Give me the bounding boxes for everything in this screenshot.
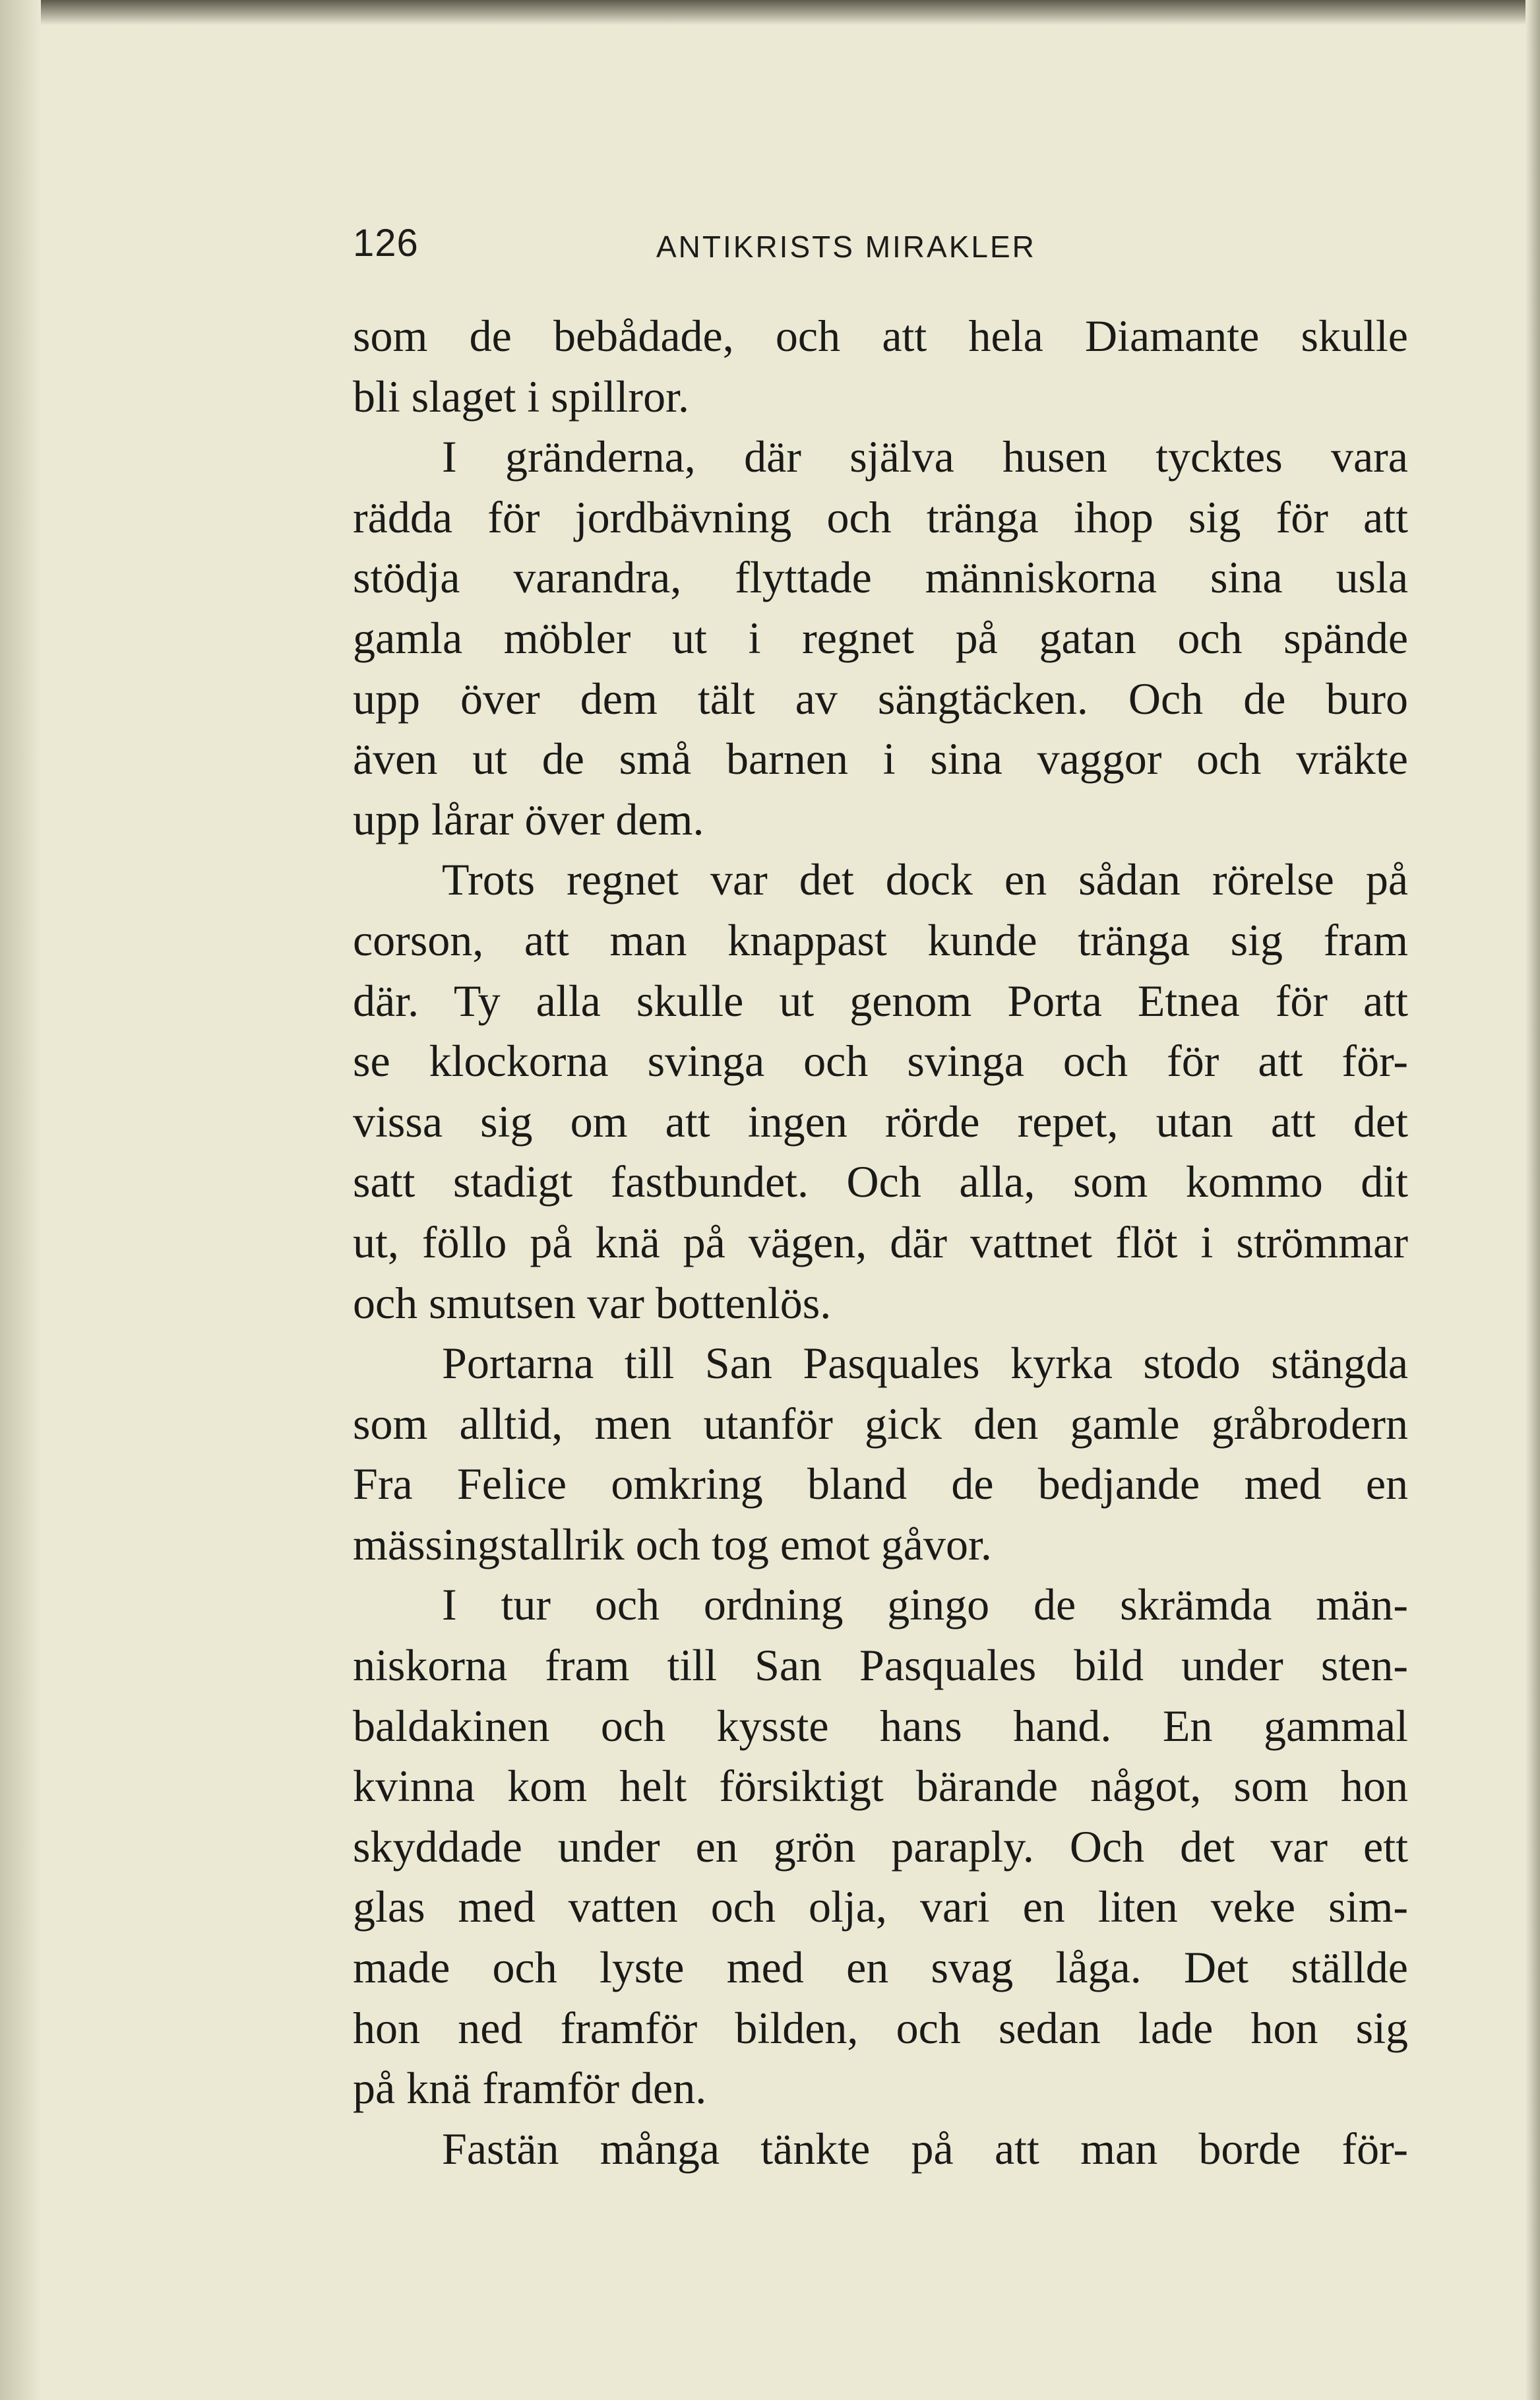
body-text	[353, 306, 1408, 2179]
text-line: vissa sig om att ingen rörde repet, utan att det	[353, 1096, 1408, 1147]
page-top-edge	[0, 0, 1540, 25]
text-line: skyddade under en grön paraply. Och det var ett	[353, 1821, 1408, 1872]
text-line: I gränderna, där själva husen tycktes vara	[442, 431, 1408, 482]
text-line: glas med vatten och olja, vari en liten veke sim-	[353, 1881, 1408, 1932]
text-line: upp över dem tält av sängtäcken. Och de buro	[353, 673, 1408, 724]
running-head	[353, 221, 1144, 267]
text-line: även ut de små barnen i sina vaggor och vräkte	[353, 734, 1408, 784]
page-right-edge	[1525, 0, 1540, 2400]
text-line: baldakinen och kysste hans hand. En gammal	[353, 1700, 1408, 1751]
text-line: niskorna fram till San Pasquales bild under sten-	[353, 1640, 1408, 1691]
text-line: bli slaget i spillror.	[353, 371, 689, 422]
text-line: hon ned framför bilden, och sedan lade hon sig	[353, 2002, 1408, 2053]
text-line: corson, att man knappast kunde tränga sig fram	[353, 914, 1408, 965]
text-line: och smutsen var bottenlös.	[353, 1277, 832, 1328]
page-binding-edge	[0, 0, 41, 2400]
text-line: Fastän många tänkte på att man borde för-	[442, 2123, 1408, 2174]
page-title: ANTIKRISTS MIRAKLER	[656, 230, 1036, 264]
text-line: I tur och ordning gingo de skrämda män-	[442, 1579, 1408, 1630]
text-line: gamla möbler ut i regnet på gatan och spände	[353, 612, 1408, 663]
text-line: Trots regnet var det dock en sådan rörelse på	[442, 854, 1408, 905]
text-line: där. Ty alla skulle ut genom Porta Etnea för att	[353, 975, 1408, 1026]
text-line: satt stadigt fastbundet. Och alla, som kommo dit	[353, 1156, 1408, 1207]
text-line: stödja varandra, flyttade människorna sina usla	[353, 552, 1408, 603]
text-line: upp lårar över dem.	[353, 794, 704, 844]
text-line: som alltid, men utanför gick den gamle gråbrodern	[353, 1398, 1408, 1449]
text-line: som de bebådade, och att hela Diamante skulle	[353, 311, 1408, 361]
text-line: Fra Felice omkring bland de bedjande med en	[353, 1459, 1408, 1509]
text-line: made och lyste med en svag låga. Det ställde	[353, 1942, 1408, 1993]
page-number: 126	[353, 222, 419, 265]
text-line: mässingstallrik och tog emot gåvor.	[353, 1519, 992, 1569]
text-line: ut, föllo på knä på vägen, där vattnet flöt i strömmar	[353, 1216, 1408, 1267]
text-line: kvinna kom helt försiktigt bärande något, som hon	[353, 1761, 1408, 1812]
text-line: Portarna till San Pasquales kyrka stodo stängda	[442, 1338, 1408, 1389]
text-line: se klockorna svinga och svinga och för att för-	[353, 1036, 1408, 1087]
text-line: rädda för jordbävning och tränga ihop sig för att	[353, 491, 1408, 542]
text-line: på knä framför den.	[353, 2063, 707, 2114]
